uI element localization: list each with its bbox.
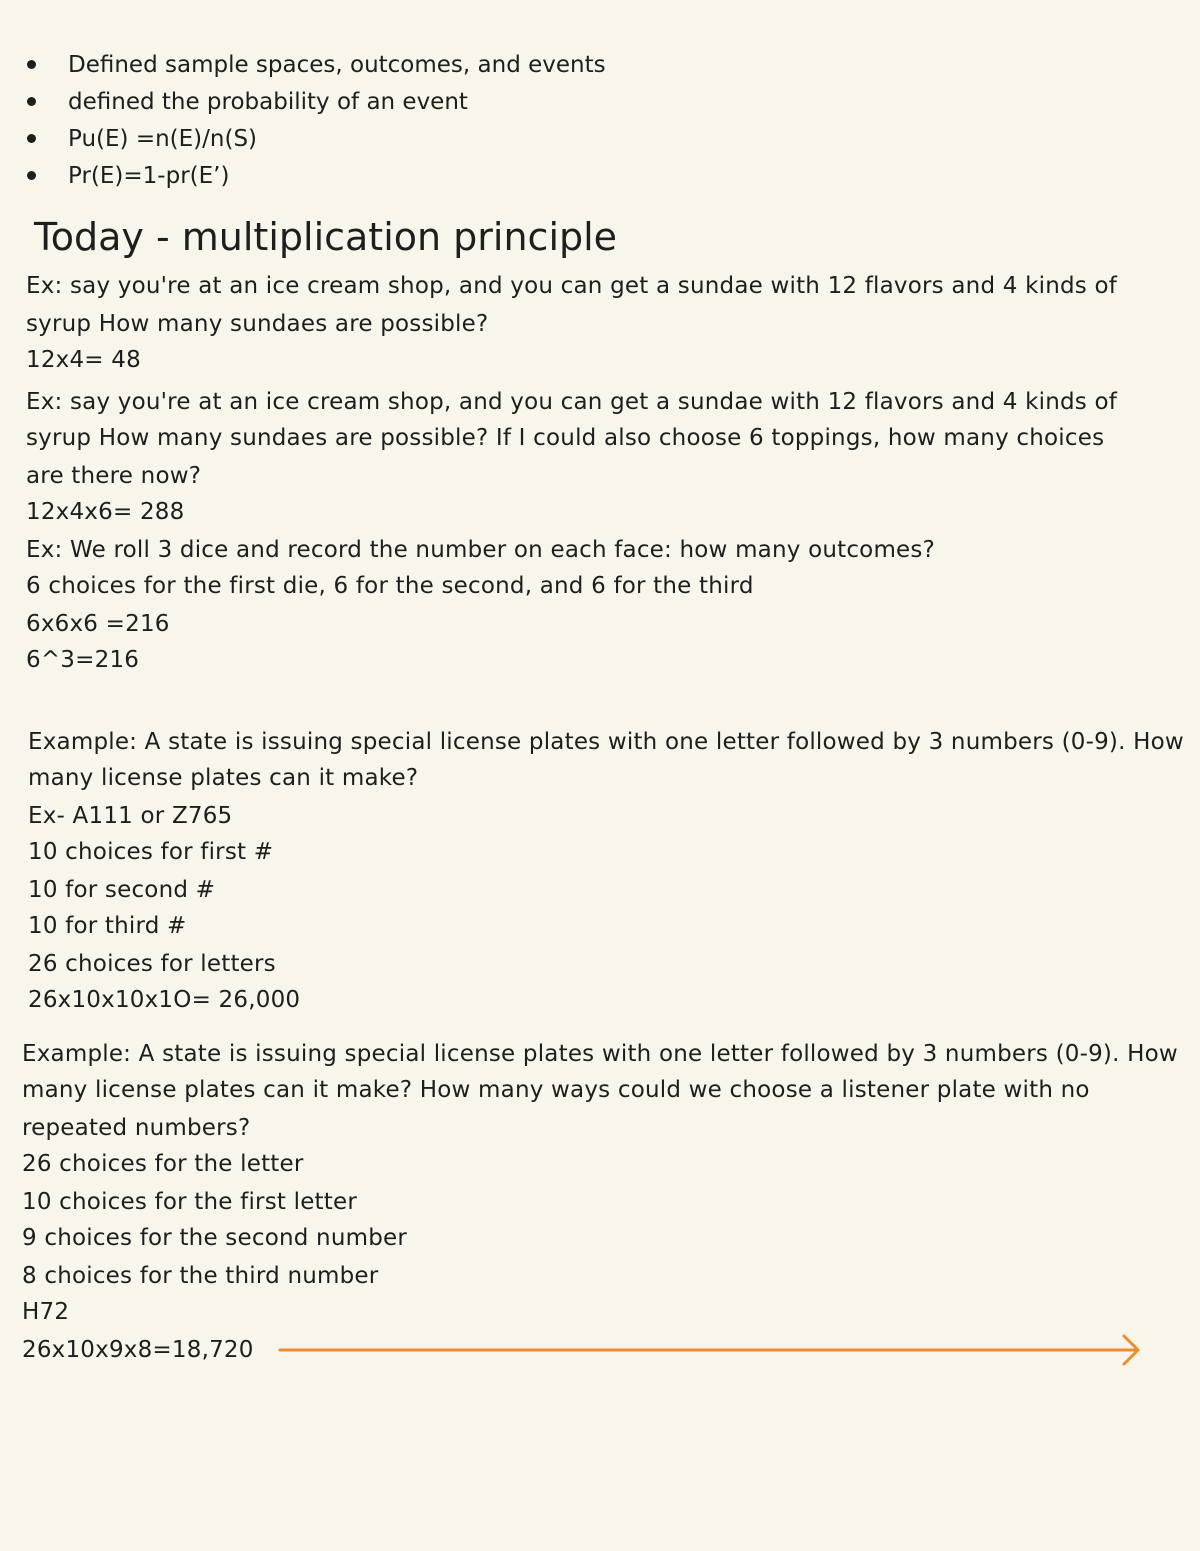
note-line: many license plates can it make? [28,765,419,791]
answer-line: 12x4x6= 288 [26,499,185,525]
note-line: are there now? [26,463,202,489]
note-line: many license plates can it make? How many ways could we choose a listener plate with no [22,1077,1090,1103]
note-line: 8 choices for the third number [22,1263,379,1289]
note-line: H72 [22,1299,70,1325]
note-line: 10 for third # [28,913,187,939]
note-line: syrup How many sundaes are possible? If I could also choose 6 toppings, how many choices [26,425,1105,451]
recap-bullet: defined the probability of an event [22,87,606,124]
note-line: Example: A state is issuing special license plates with one letter followed by 3 numbers (0-9). How [28,729,1184,755]
note-line: 10 for second # [28,877,216,903]
note-line: 9 choices for the second number [22,1225,408,1251]
answer-line: 26x10x9x8=18,720 [22,1337,254,1363]
note-line: 26 choices for the letter [22,1151,304,1177]
note-line: 6 choices for the first die, 6 for the second, and 6 for the third [26,573,754,599]
note-line: syrup How many sundaes are possible? [26,311,489,337]
answer-line: 12x4= 48 [26,347,141,373]
bullet-dot-icon [27,134,36,143]
note-line: 10 choices for first # [28,839,274,865]
note-line: repeated numbers? [22,1115,251,1141]
note-line: Ex: We roll 3 dice and record the number on each face: how many outcomes? [26,537,935,563]
answer-line: 6^3=216 [26,647,140,673]
bullet-dot-icon [27,60,36,69]
answer-line: 26x10x10x1O= 26,000 [28,987,301,1013]
recap-bullet: Pu(E) =n(E)/n(S) [22,124,606,161]
bullet-dot-icon [27,97,36,106]
recap-bullet-list [22,50,606,198]
bullet-dot-icon [27,171,36,180]
section-heading: Today - multiplication principle [34,215,618,259]
note-line: Ex- A111 or Z765 [28,803,233,829]
recap-bullet: Defined sample spaces, outcomes, and events [22,50,606,87]
note-line: Ex: say you're at an ice cream shop, and you can get a sundae with 12 flavors and 4 kinds of [26,273,1118,299]
note-line: Ex: say you're at an ice cream shop, and you can get a sundae with 12 flavors and 4 kinds of [26,389,1118,415]
recap-bullet: Pr(E)=1-pr(E’) [22,161,606,198]
note-line: 26 choices for letters [28,951,276,977]
note-line: 10 choices for the first letter [22,1189,357,1215]
note-line: Example: A state is issuing special license plates with one letter followed by 3 numbers (0-9). How [22,1041,1178,1067]
answer-line: 6x6x6 =216 [26,611,170,637]
arrow-right-icon [276,1330,1156,1370]
